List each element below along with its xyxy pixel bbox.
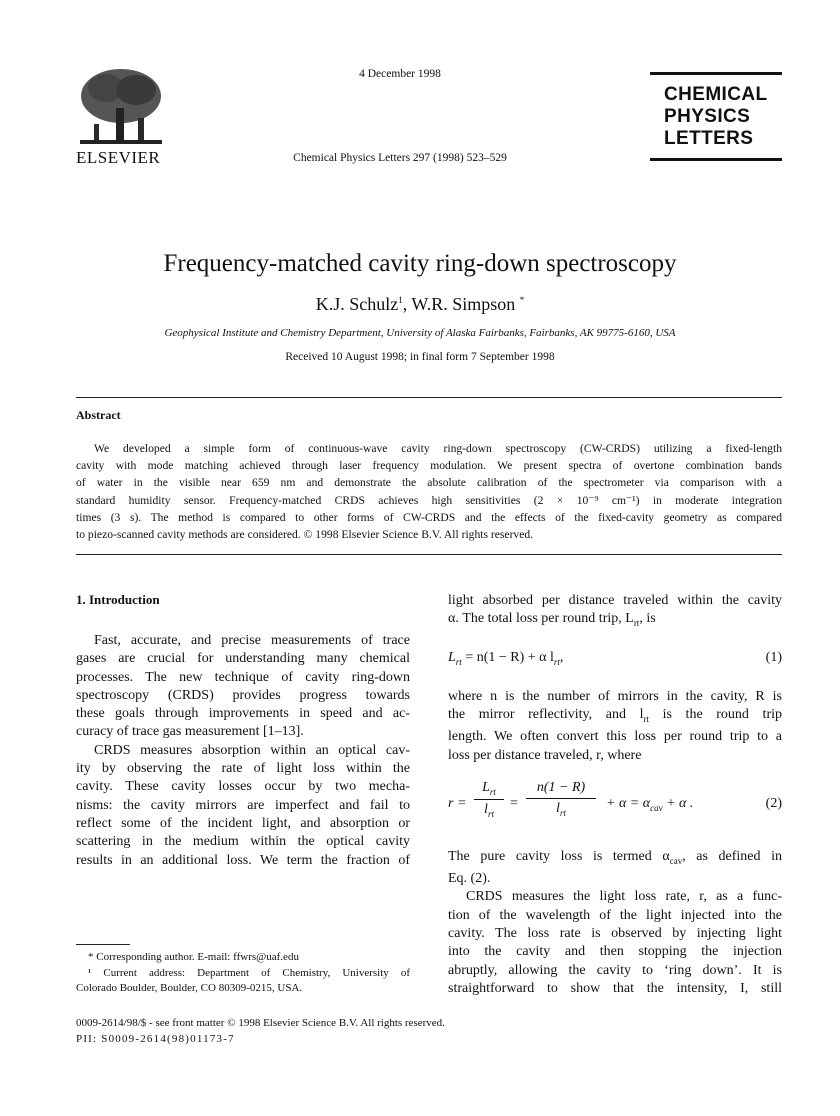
abstract-line: cavity with mode matching achieved through laser frequency modulation. We present spectra of overtone combination bands — [76, 459, 782, 473]
text-line: ity by observing the rate of light loss within the — [76, 761, 410, 777]
equation-1: $L_{rt} = n(1 - R) + \alpha$ $l_{rt}$, — [448, 650, 564, 667]
footnotes — [76, 950, 410, 997]
text-line: scattering in the medium within the optical cavity — [76, 834, 410, 850]
footer-copyright: 0009-2614/98/$ - see front matter © 1998 Elsevier Science B.V. All rights reserved. — [76, 1017, 445, 1029]
journal-logo-line-1: CHEMICAL — [664, 84, 768, 105]
footnote-current-address: ¹ Current address: Department of Chemistry, University of — [88, 966, 410, 979]
journal-logo — [664, 84, 767, 150]
abstract-top-rule — [76, 397, 782, 398]
text-line: CRDS measures the light loss rate, r, as a func- — [466, 889, 782, 905]
abstract-line: to piezo-scanned cavity methods are considered. © 1998 Elsevier Science B.V. All rights reserved. — [76, 528, 534, 542]
text-line: reflect some of the incident light, and absorption or — [76, 815, 410, 831]
footnote-corresponding: * Corresponding author. E-mail: ffwrs@uaf.edu — [88, 951, 299, 963]
equation-1-number: (1) — [765, 650, 782, 665]
author-2-mark: * — [519, 295, 525, 305]
text-line: Eq. (2). — [448, 871, 491, 887]
text-line: cavity. These cavity losses occur by two mecha- — [76, 779, 410, 795]
text-line: The pure cavity loss is termed $\alpha_{cav}$, as defined in — [448, 849, 782, 866]
text-line: nisms: the cavity mirrors are imperfect and fail to — [76, 797, 410, 813]
text-line: gases are crucial for understanding many chemical — [76, 651, 410, 667]
author-1: K.J. Schulz — [315, 294, 399, 314]
right-column-body-3 — [448, 848, 782, 998]
journal-reference: Chemical Physics Letters 297 (1998) 523–529 — [293, 152, 507, 164]
article-title: Frequency-matched cavity ring-down spectroscopy — [163, 250, 677, 277]
author-2: , W.R. Simpson — [402, 294, 516, 314]
footnote-rule — [76, 944, 130, 945]
text-line: spectroscopy (CRDS) provides progress towards — [76, 687, 410, 703]
text-line: loss per distance traveled, r, where — [448, 747, 642, 763]
text-line: results in an additional loss. We term the fraction of — [76, 852, 410, 868]
equation-2-number: (2) — [765, 796, 782, 811]
text-line: the mirror reflectivity, and $l_{rt}$ is the round trip — [448, 707, 782, 725]
author-1-mark: 1 — [398, 295, 403, 305]
text-line: into the cavity and then stopping the injection — [448, 944, 782, 960]
right-column-body — [448, 592, 782, 632]
abstract-heading: Abstract — [76, 408, 121, 422]
introduction-body — [76, 632, 410, 870]
text-line: length. We often convert this loss per round trip to a — [448, 729, 782, 745]
footer-pii: PII: S0009-2614(98)01173-7 — [76, 1033, 235, 1045]
right-column-body-2 — [448, 688, 782, 765]
text-line: tion of the wavelength of the light injected into the — [448, 907, 782, 923]
text-line: these goals through improvements in speed and ac- — [76, 706, 410, 722]
text-line: where n is the number of mirrors in the cavity, R is — [448, 689, 782, 704]
affiliation: Geophysical Institute and Chemistry Department, University of Alaska Fairbanks, Fairbanks, AK 99775-6160, USA — [164, 327, 676, 339]
abstract-line: standard humidity sensor. Frequency-matched CRDS achieves high sensitivities (2 × 10⁻⁹ cm⁻¹) in moderate integration — [76, 493, 782, 507]
text-line: abruptly, allowing the cavity to ‘ring down’. It is — [448, 962, 782, 978]
received-dates: Received 10 August 1998; in final form 7 September 1998 — [285, 351, 555, 363]
text-line: α. The total loss per round trip, $L_{rt}$, is — [448, 611, 656, 629]
article-authors — [0, 294, 840, 315]
issue-date: 4 December 1998 — [359, 68, 441, 80]
text-line: light absorbed per distance traveled within the cavity — [448, 593, 782, 608]
elsevier-tree-logo — [76, 66, 166, 156]
footnote-current-address-cont: Colorado Boulder, Boulder, CO 80309-0215, USA. — [76, 982, 303, 994]
text-line: curacy of trace gas measurement [1–13]. — [76, 724, 304, 740]
abstract-line: of water in the visible near 659 nm and demonstrate the absolute calibration of the spectrometer via comparison with a — [76, 476, 782, 490]
abstract-body — [76, 440, 782, 543]
text-line: CRDS measures absorption within an optical cav- — [94, 742, 410, 758]
eq2-fraction-1: $L_{rt}$ $l_{rt}$ — [474, 780, 504, 819]
abstract-bottom-rule — [76, 554, 782, 555]
text-line: straightforward to show that the intensity, I, still — [448, 980, 782, 996]
abstract-line: times (3 s). The method is compared to other forms of CW-CRDS and the effects of the fixed-cavity geometry as compared — [76, 510, 782, 524]
equation-2: r = $L_{rt}$ $l_{rt}$ = n(1 − R) $l_{rt}$ + $\alpha = \alpha_{cav} + \alpha$ . — [448, 780, 694, 819]
text-line: cavity. The loss rate is observed by injecting light — [448, 925, 782, 941]
journal-logo-line-3: LETTERS — [664, 128, 754, 149]
journal-logo-bottom-rule — [650, 158, 782, 161]
text-line: processes. The new technique of cavity ring-down — [76, 669, 410, 685]
section-heading-introduction: 1. Introduction — [76, 592, 160, 607]
journal-logo-line-2: PHYSICS — [664, 106, 751, 127]
text-line: Fast, accurate, and precise measurements of trace — [94, 633, 410, 648]
abstract-line: We developed a simple form of continuous-wave cavity ring-down spectroscopy (CW-CRDS) utilizing a fixed-length — [94, 442, 782, 455]
journal-logo-top-rule — [650, 72, 782, 75]
publisher-name: ELSEVIER — [76, 148, 161, 167]
eq2-fraction-2: n(1 − R) $l_{rt}$ — [526, 780, 596, 818]
